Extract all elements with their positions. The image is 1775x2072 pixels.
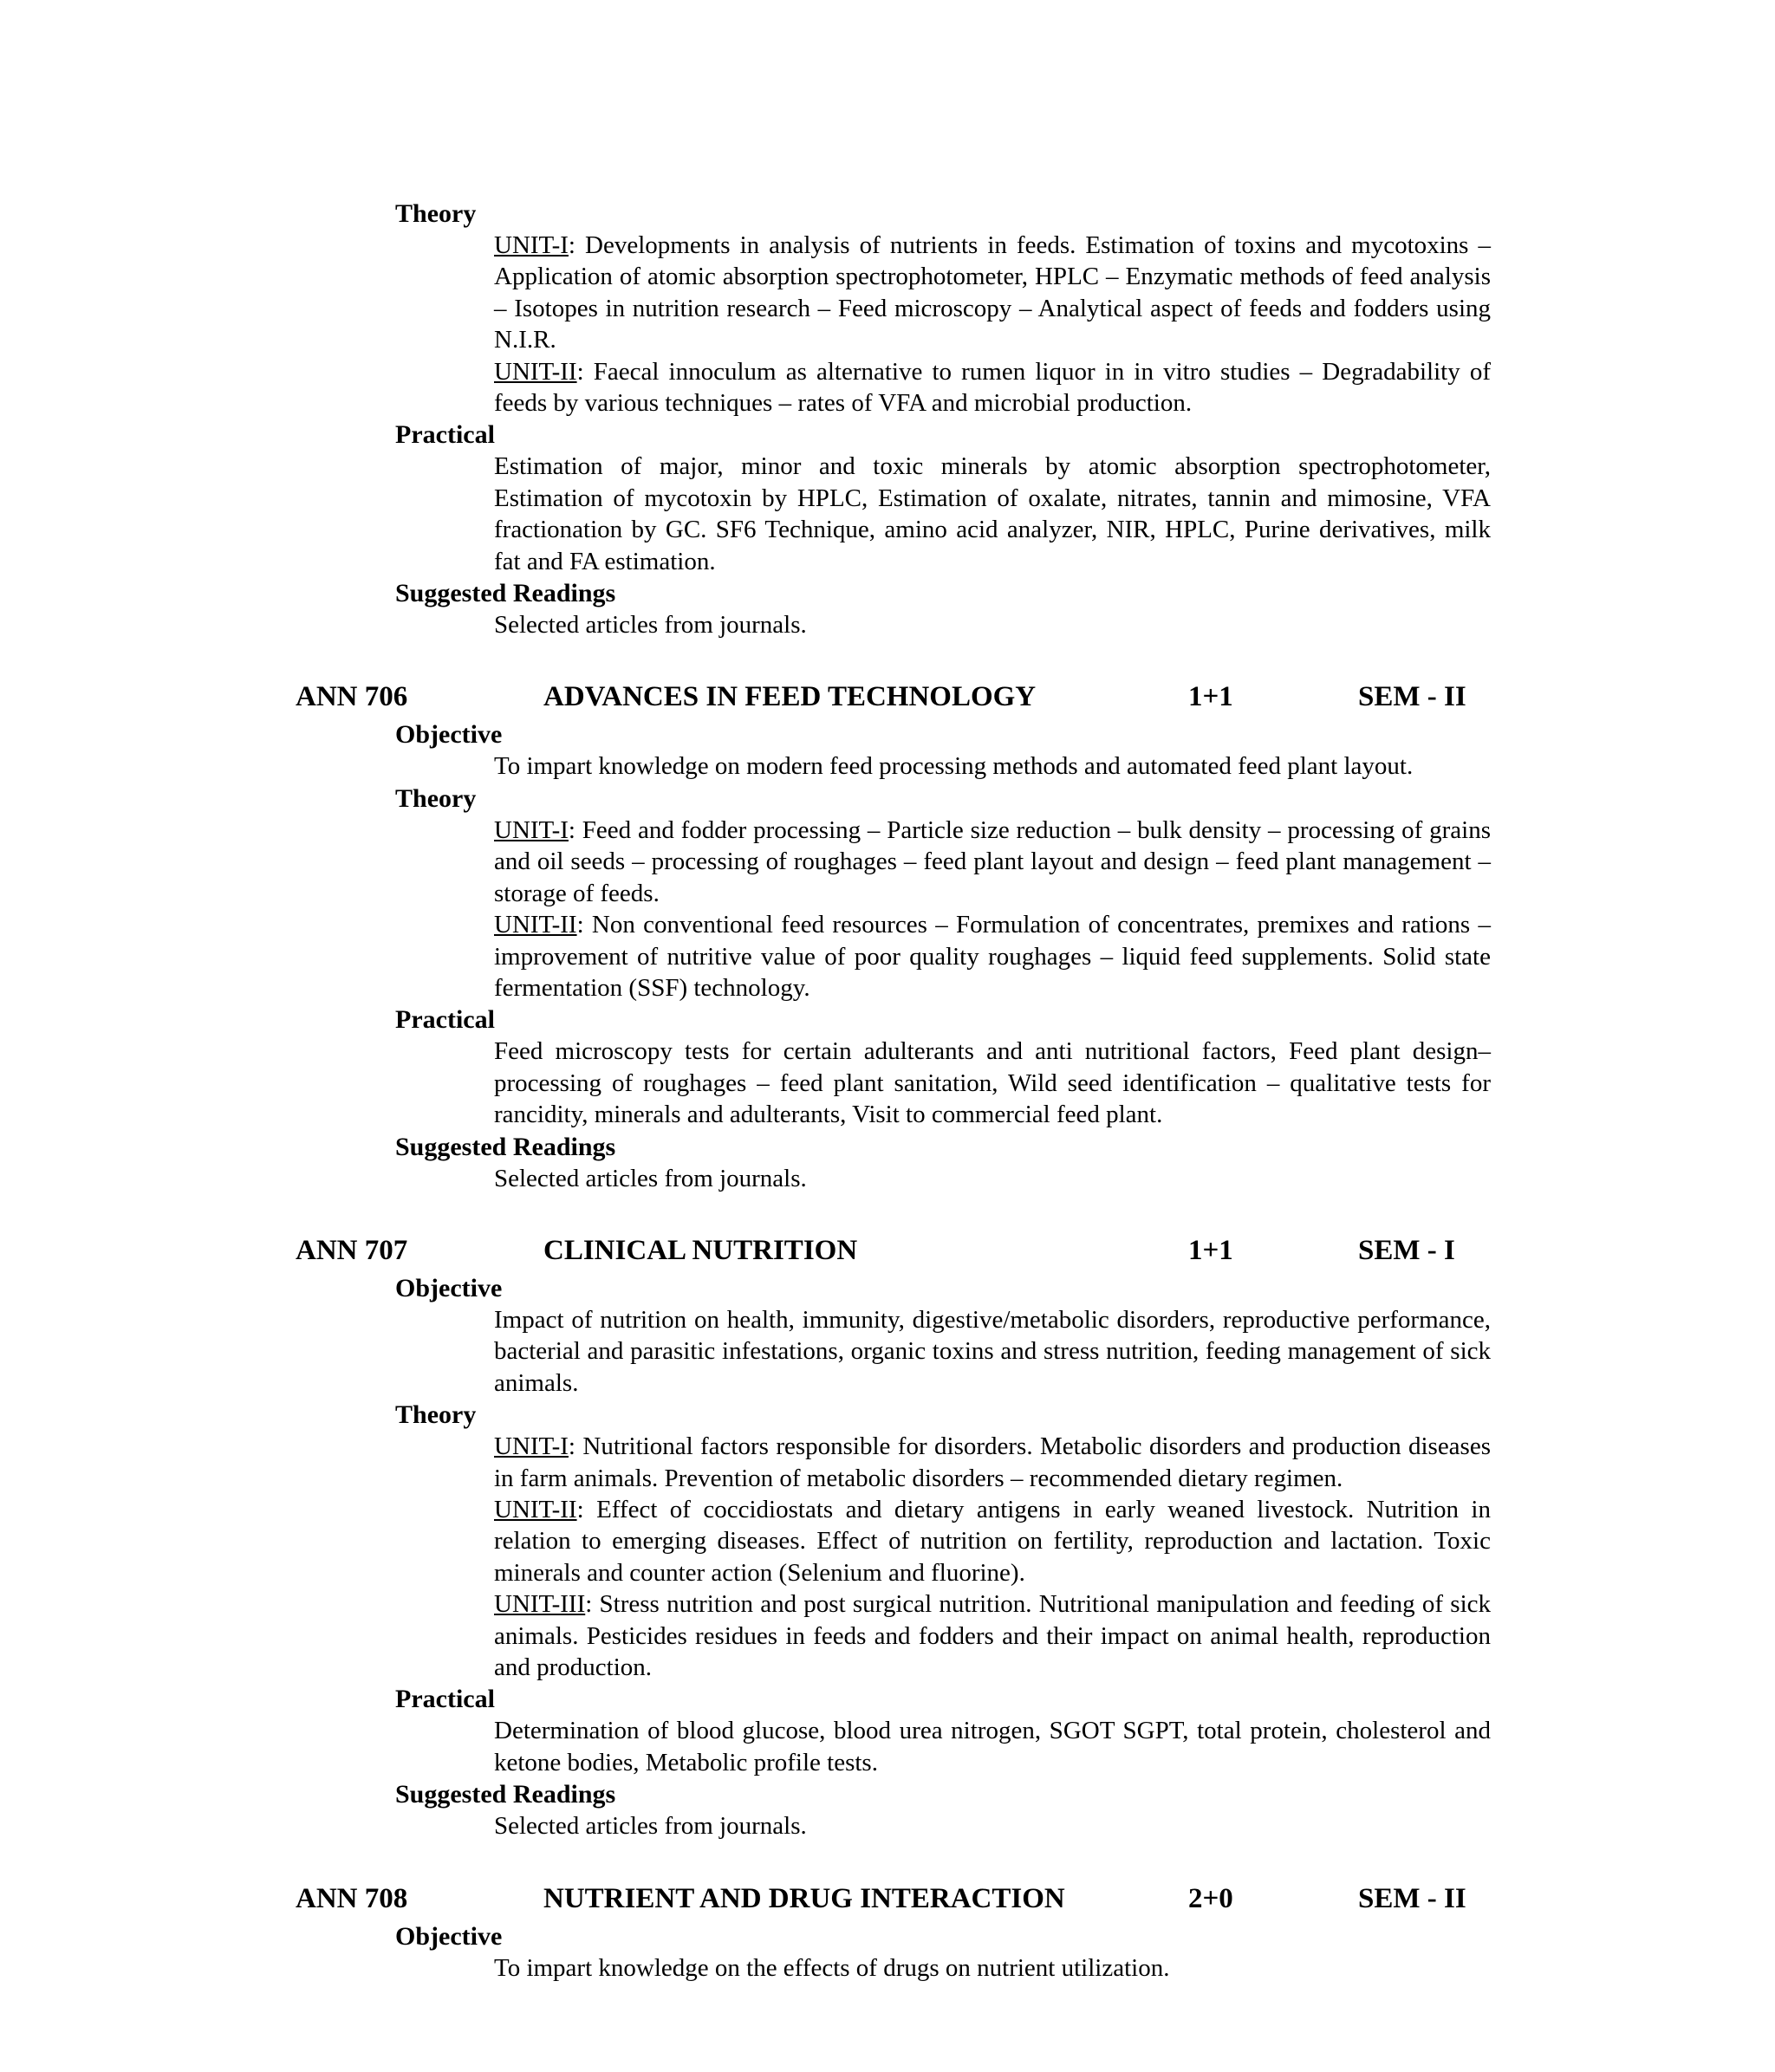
- theory-unit-2: [494, 356, 1491, 419]
- suggested-readings-text: Selected articles from journals.: [494, 1164, 807, 1192]
- theory-heading: Theory: [395, 199, 477, 228]
- unit-label: UNIT-I: [494, 815, 569, 844]
- suggested-readings-text: Selected articles from journals.: [494, 1812, 807, 1841]
- theory-unit-2: [494, 1494, 1491, 1588]
- course-header: [0, 1877, 1775, 1920]
- theory-unit-1: [494, 815, 1491, 909]
- course-title: ADVANCES IN FEED TECHNOLOGY: [543, 681, 1037, 713]
- course-title: CLINICAL NUTRITION: [543, 1234, 858, 1266]
- course-code: ANN 708: [296, 1882, 408, 1914]
- suggested-readings-heading: Suggested Readings: [395, 579, 616, 608]
- course-credits: 1+1: [1188, 681, 1233, 713]
- unit-text: : Stress nutrition and post surgical nutrition. Nutritional manipulation and feeding of sick animals. Pesticides residues in feeds and fodders and their impact on animal health, reproduction and production.: [494, 1590, 1491, 1681]
- practical-heading: Practical: [395, 420, 495, 450]
- unit-text: : Faecal innoculum as alternative to rumen liquor in in vitro studies – Degradability of feeds by various techniques – rates of VFA and microbial production.: [494, 357, 1491, 418]
- unit-label: UNIT-III: [494, 1590, 586, 1619]
- unit-label: UNIT-II: [494, 357, 577, 386]
- course-semester: SEM - I: [1358, 1234, 1455, 1266]
- unit-label: UNIT-II: [494, 911, 577, 939]
- practical-text: Feed microscopy tests for certain adulterants and anti nutritional factors, Feed plant design– processing of roughages – feed plant sanitation, Wild seed identification – qualitative tests for rancidity, minerals and adulterants, Visit to commercial feed plant.: [494, 1037, 1491, 1129]
- theory-heading: Theory: [395, 1400, 477, 1430]
- course-semester: SEM - II: [1358, 681, 1466, 713]
- suggested-readings-heading: Suggested Readings: [395, 1780, 616, 1809]
- syllabus-page: [0, 198, 1775, 1984]
- suggested-readings-text: Selected articles from journals.: [494, 611, 807, 640]
- practical-text: Estimation of major, minor and toxic minerals by atomic absorption spectrophotometer, Estimation of mycotoxin by HPLC, Estimation of oxalate, nitrates, tannin and mimosine, VFA fractionation by GC. SF6 Technique, amino acid analyzer, NIR, HPLC, Purine derivatives, milk fat and FA estimation.: [494, 452, 1491, 575]
- theory-unit-2: [494, 909, 1491, 1004]
- theory-heading: Theory: [395, 783, 477, 813]
- objective-text: To impart knowledge on the effects of drugs on nutrient utilization.: [494, 1953, 1170, 1982]
- unit-label: UNIT-I: [494, 1432, 569, 1461]
- course-code: ANN 707: [296, 1234, 408, 1266]
- unit-text: : Nutritional factors responsible for disorders. Metabolic disorders and production diseases in farm animals. Prevention of metabolic disorders – recommended dietary regimen.: [494, 1432, 1491, 1492]
- course-code: ANN 706: [296, 681, 408, 713]
- theory-unit-1: [494, 230, 1491, 356]
- course-ann-707: [0, 1229, 1775, 1842]
- objective-heading: Objective: [395, 720, 503, 750]
- unit-text: : Non conventional feed resources – Formulation of concentrates, premixes and rations – improvement of nutritive value of poor quality roughages – liquid feed supplements. Solid state fermentation (SSF) technology.: [494, 911, 1491, 1002]
- unit-text: : Feed and fodder processing – Particle size reduction – bulk density – processing of grains and oil seeds – processing of roughages – feed plant layout and design – feed plant management – storage of feeds.: [494, 815, 1491, 907]
- course-header: [0, 1229, 1775, 1272]
- objective-text: To impart knowledge on modern feed processing methods and automated feed plant layout.: [494, 752, 1414, 781]
- objective-text: Impact of nutrition on health, immunity, digestive/metabolic disorders, reproductive performance, bacterial and parasitic infestations, organic toxins and stress nutrition, feeding management of sick animals.: [494, 1305, 1491, 1397]
- course-title: NUTRIENT AND DRUG INTERACTION: [543, 1882, 1065, 1914]
- course-ann-708: [0, 1877, 1775, 1984]
- unit-label: UNIT-I: [494, 231, 569, 259]
- course-credits: 2+0: [1188, 1882, 1233, 1914]
- objective-heading: Objective: [395, 1273, 503, 1302]
- theory-unit-1: [494, 1431, 1491, 1494]
- suggested-readings-heading: Suggested Readings: [395, 1132, 616, 1161]
- objective-heading: Objective: [395, 1921, 503, 1951]
- unit-label: UNIT-II: [494, 1495, 577, 1523]
- theory-unit-3: [494, 1588, 1491, 1683]
- unit-text: : Effect of coccidiostats and dietary antigens in early weaned livestock. Nutrition in relation to emerging diseases. Effect of nutrition on fertility, reproduction and lactation. Toxic minerals and counter action (Selenium and fluorine).: [494, 1495, 1491, 1587]
- practical-heading: Practical: [395, 1685, 495, 1714]
- practical-heading: Practical: [395, 1005, 495, 1035]
- course-semester: SEM - II: [1358, 1882, 1466, 1914]
- course-header: [0, 675, 1775, 718]
- unit-text: : Developments in analysis of nutrients in feeds. Estimation of toxins and mycotoxins – Application of atomic absorption spectrophotometer, HPLC – Enzymatic methods of feed analysis – Isotopes in nutrition research – Feed microscopy – Analytical aspect of feeds and fodders using N.I.R.: [494, 231, 1491, 354]
- course-ann-706: [0, 675, 1775, 1193]
- continued-course-section: [0, 198, 1775, 640]
- course-credits: 1+1: [1188, 1234, 1233, 1266]
- practical-text: Determination of blood glucose, blood urea nitrogen, SGOT SGPT, total protein, cholesterol and ketone bodies, Metabolic profile tests.: [494, 1717, 1491, 1776]
